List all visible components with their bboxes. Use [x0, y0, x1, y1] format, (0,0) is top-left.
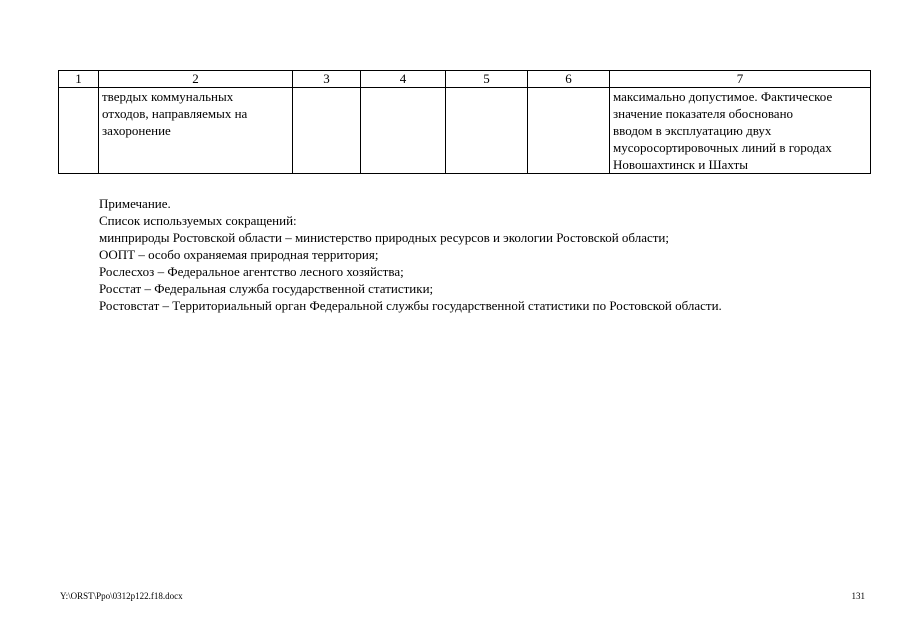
footer-file-path: Y:\ORST\Ppo\0312p122.f18.docx	[60, 591, 183, 601]
notes-title: Примечание.	[99, 196, 171, 211]
abbreviations-title: Список используемых сокращений:	[99, 213, 297, 228]
column-header: 6	[528, 71, 610, 88]
abbreviation-item: ООПТ – особо охраняемая природная территория;	[99, 247, 379, 262]
page-number: 131	[851, 591, 865, 601]
abbreviation-item: Ростовстат – Территориальный орган Федеральной службы государственной статистики по Ростовской области.	[99, 298, 722, 313]
column-header: 7	[610, 71, 871, 88]
table-cell: максимально допустимое. Фактическое значение показателя обосновано вводом в эксплуатацию двух мусоросортировочных линий в городах Новошахтинск и Шахты	[610, 88, 871, 174]
column-header: 3	[293, 71, 361, 88]
column-header: 4	[361, 71, 446, 88]
table-cell	[446, 88, 528, 174]
data-table	[58, 70, 871, 174]
table-row	[59, 88, 871, 174]
table-cell	[361, 88, 446, 174]
table-header-row	[59, 71, 871, 88]
abbreviation-item: Росстат – Федеральная служба государственной статистики;	[99, 281, 434, 296]
table-cell	[528, 88, 610, 174]
abbreviation-item: Рослесхоз – Федеральное агентство лесного хозяйства;	[99, 264, 404, 279]
table-cell	[59, 88, 99, 174]
table-cell	[293, 88, 361, 174]
abbreviation-item: минприроды Ростовской области – министерство природных ресурсов и экологии Ростовской области;	[99, 230, 669, 245]
table-cell: твердых коммунальных отходов, направляемых на захоронение	[99, 88, 293, 174]
column-header: 5	[446, 71, 528, 88]
notes-section	[99, 195, 879, 314]
column-header: 2	[99, 71, 293, 88]
column-header: 1	[59, 71, 99, 88]
